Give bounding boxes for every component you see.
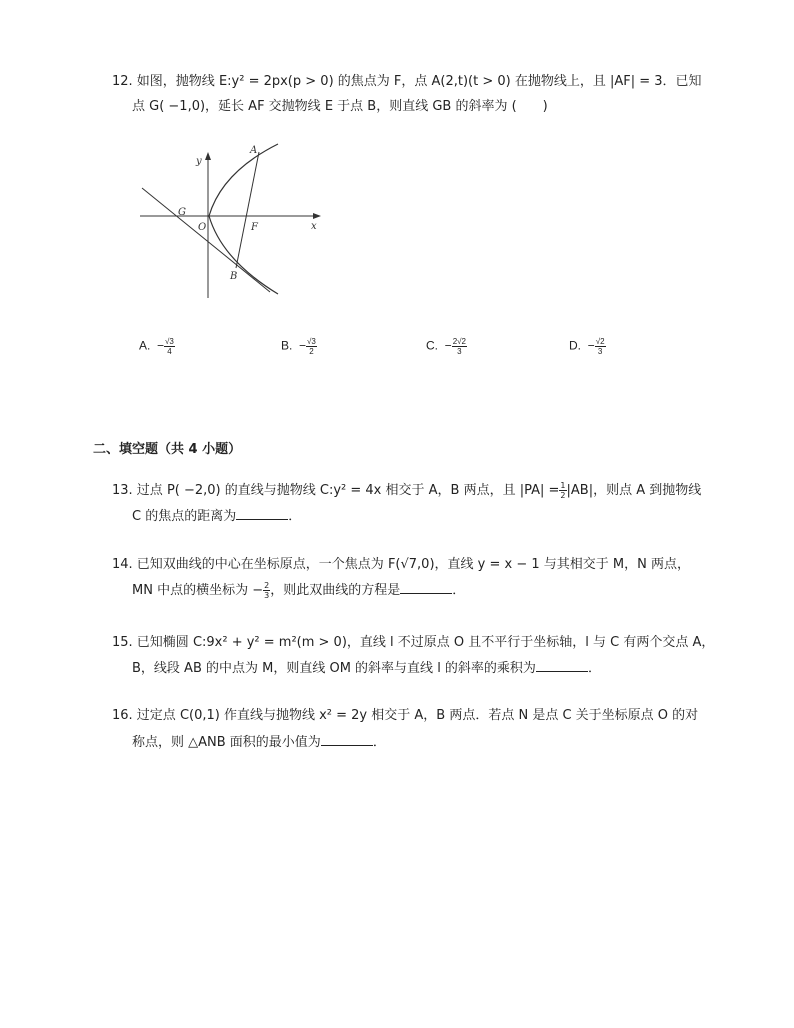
q12-stem-line2: 点 G( −1,0)，延长 AF 交抛物线 E 于点 B，则直线 GB 的斜率为 ( ) xyxy=(132,99,548,114)
parabola-E xyxy=(209,144,278,294)
line-GB xyxy=(142,188,270,292)
label-B: B xyxy=(230,271,238,282)
q16-stem-line1: 16. 过定点 C(0,1) 作直线与抛物线 x² = 2y 相交于 A，B 两点．若点 N 是点 C 关于坐标原点 O 的对 xyxy=(112,708,699,723)
q12-option-a[interactable]: A. − $\frac{√3}{4}$ xyxy=(139,337,174,356)
q16-answer-blank[interactable] xyxy=(321,733,373,746)
q15-stem-line1: 15. 已知椭圆 C:9x² + y² = m²(m > 0)，直线 l 不过原点 O 且不平行于坐标轴，l 与 C 有两个交点 A， xyxy=(112,635,715,650)
section-title: 二、填空题（共 4 小题） xyxy=(93,442,242,457)
x-axis-arrow xyxy=(313,213,321,219)
label-y: y xyxy=(196,156,202,167)
q16-stem-line2: 称点，则 △ANB 面积的最小值为 ． xyxy=(132,735,386,750)
q14-stem-line2: MN 中点的横坐标为 − $\frac{2}{3}$ ，则此双曲线的方程是 ． xyxy=(132,581,466,600)
q12-stem-line1: 12. 如图，抛物线 E:y² = 2px(p > 0) 的焦点为 F，点 A(2,t)(t > 0) 在抛物线上，且 |AF| = 3．已知 xyxy=(112,74,702,89)
q12-figure xyxy=(138,140,338,305)
label-G: G xyxy=(178,207,186,218)
q15-answer-blank[interactable] xyxy=(536,659,588,672)
q12-option-d[interactable]: D. − $\frac{√2}{3}$ xyxy=(569,337,605,356)
label-F: F xyxy=(251,222,258,233)
q12-option-c[interactable]: C. − $\frac{2√2}{3}$ xyxy=(426,337,466,356)
q13-stem-line2: C 的焦点的距离为 ． xyxy=(132,509,302,524)
q15-stem-line2: B，线段 AB 的中点为 M，则直线 OM 的斜率与直线 l 的斜率的乘积为 ． xyxy=(132,661,601,676)
label-A: A xyxy=(250,145,258,156)
label-O: O xyxy=(198,222,207,233)
q13-stem-line1: 13. 过点 P( −2,0) 的直线与抛物线 C:y² = 4x 相交于 A，B 两点，且 |PA| = $\frac{1}{2}$ |AB|，则点 A 到抛物线 xyxy=(112,481,702,500)
q13-answer-blank[interactable] xyxy=(236,507,288,520)
q14-answer-blank[interactable] xyxy=(400,581,452,594)
label-x: x xyxy=(311,221,317,232)
y-axis-arrow xyxy=(205,152,211,160)
q12-option-b[interactable]: B. − $\frac{√3}{2}$ xyxy=(281,337,316,356)
q14-stem-line1: 14. 已知双曲线的中心在坐标原点，一个焦点为 F(√7,0)，直线 y = x − 1 与其相交于 M，N 两点， xyxy=(112,557,690,572)
